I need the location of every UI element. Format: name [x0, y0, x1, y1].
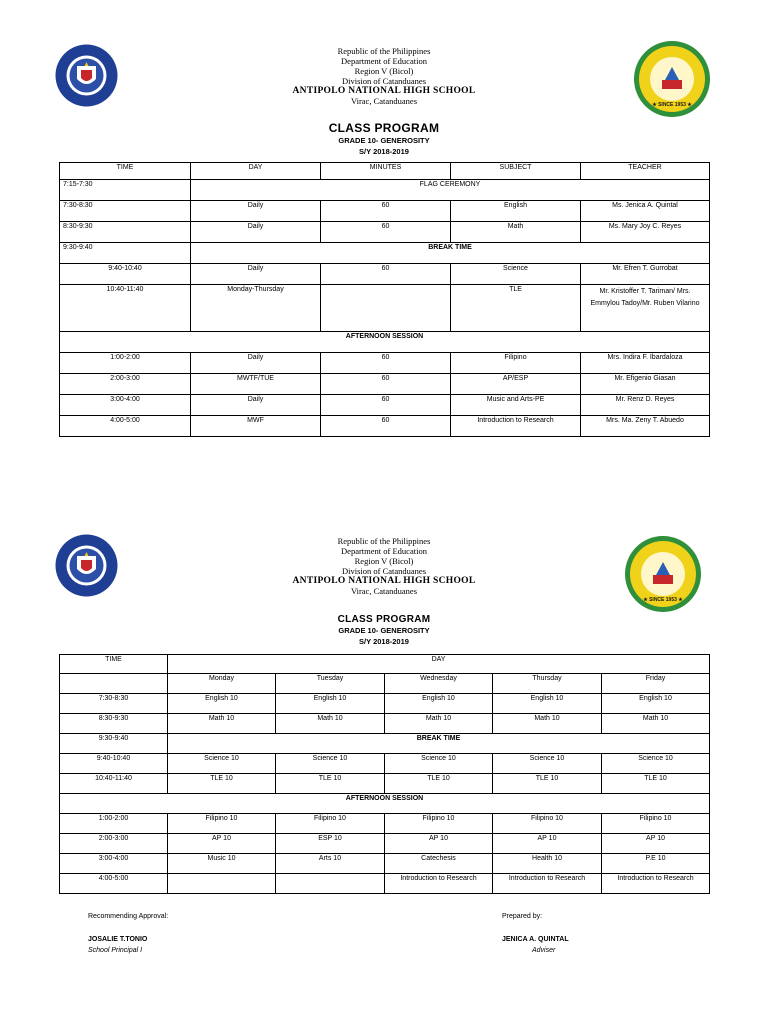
time-cell: 3:00-4:00: [60, 854, 168, 874]
subject-cell: [168, 874, 276, 894]
subject-cell: AP 10: [493, 834, 602, 854]
table-row: [60, 834, 710, 854]
subject-cell: TLE 10: [385, 774, 493, 794]
subject-cell: Introduction to Research: [385, 874, 493, 894]
break-time-cell: BREAK TIME: [191, 243, 710, 264]
subject-cell: ESP 10: [276, 834, 385, 854]
subject-cell: English 10: [385, 694, 493, 714]
subject-cell: Filipino 10: [385, 814, 493, 834]
table-row: [60, 201, 710, 222]
table-row: [60, 264, 710, 285]
table-row: [60, 180, 710, 201]
time-cell: 9:40-10:40: [60, 754, 168, 774]
day-thursday: Thursday: [493, 674, 602, 694]
time-cell: 1:00-2:00: [60, 814, 168, 834]
subject-cell: English 10: [276, 694, 385, 714]
table-row: [60, 416, 710, 437]
subject-cell: Filipino 10: [276, 814, 385, 834]
time-cell: 7:30-8:30: [60, 694, 168, 714]
table-row: [60, 754, 710, 774]
subject-cell: Introduction to Research: [602, 874, 710, 894]
header-line2: Department of Education: [341, 546, 427, 556]
table-row: [60, 874, 710, 894]
afternoon-session-cell: AFTERNOON SESSION: [60, 332, 710, 353]
day-cell: Daily: [191, 201, 321, 222]
day-cell: MWTF/TUE: [191, 374, 321, 395]
subject-cell: AP 10: [385, 834, 493, 854]
subject-cell: P.E 10: [602, 854, 710, 874]
teacher-cell: Mrs. Ma. Zeny T. Abuedo: [581, 416, 710, 437]
time-cell: 10:40-11:40: [60, 285, 191, 332]
subject-cell: Math 10: [602, 714, 710, 734]
header-time: TIME: [60, 163, 191, 180]
time-cell: 8:30-9:30: [60, 714, 168, 734]
subject-cell: Science: [451, 264, 581, 285]
day-friday: Friday: [602, 674, 710, 694]
school-year: S/Y 2018-2019: [359, 147, 409, 156]
subject-cell: AP 10: [602, 834, 710, 854]
subject-cell: Filipino 10: [602, 814, 710, 834]
subject-cell: Math 10: [385, 714, 493, 734]
day-cell: Daily: [191, 222, 321, 243]
table-row: [60, 332, 710, 353]
table-row: [60, 734, 710, 754]
subject-cell: English: [451, 201, 581, 222]
adviser-title: Adviser: [532, 947, 556, 954]
page-title: CLASS PROGRAM: [328, 121, 440, 135]
subject-cell: Music and Arts-PE: [451, 395, 581, 416]
subject-cell: TLE: [451, 285, 581, 332]
subject-cell: [276, 874, 385, 894]
grade-section: GRADE 10- GENEROSITY: [338, 136, 430, 145]
table-row: [60, 374, 710, 395]
empty-cell: [60, 674, 168, 694]
flag-ceremony-cell: FLAG CEREMONY: [191, 180, 710, 201]
day-cell: Daily: [191, 395, 321, 416]
letterhead: [0, 46, 768, 106]
day-monday: Monday: [168, 674, 276, 694]
teacher-cell: Mr. Kristoffer T. Tariman/ Mrs. Emmylou Tadoy/Mr. Ruben Vilarino: [581, 285, 710, 332]
break-time-cell: BREAK TIME: [168, 734, 710, 754]
subject-cell: Science 10: [493, 754, 602, 774]
subject-cell: English 10: [493, 694, 602, 714]
minutes-cell: 60: [321, 264, 451, 285]
header-day: DAY: [191, 163, 321, 180]
teacher-cell: Mr. Renz D. Reyes: [581, 395, 710, 416]
prepared-by-label: Prepared by:: [502, 913, 543, 920]
class-program-table-1: [59, 162, 710, 437]
subject-cell: Health 10: [493, 854, 602, 874]
time-cell: 2:00-3:00: [60, 834, 168, 854]
table-row: [60, 794, 710, 814]
header-minutes: MINUTES: [321, 163, 451, 180]
time-cell: 4:00-5:00: [60, 874, 168, 894]
time-cell: 7:30-8:30: [60, 201, 191, 222]
subject-cell: Music 10: [168, 854, 276, 874]
header-teacher: TEACHER: [581, 163, 710, 180]
subject-cell: Arts 10: [276, 854, 385, 874]
principal-title: School Principal I: [88, 947, 143, 954]
subject-cell: TLE 10: [276, 774, 385, 794]
header-line2: Department of Education: [341, 56, 427, 66]
minutes-cell: 60: [321, 416, 451, 437]
time-cell: 8:30-9:30: [60, 222, 191, 243]
subject-cell: AP/ESP: [451, 374, 581, 395]
time-cell: 9:30-9:40: [60, 243, 191, 264]
school-name: ANTIPOLO NATIONAL HIGH SCHOOL: [292, 576, 476, 586]
class-program-table-2: [59, 654, 710, 894]
afternoon-session-cell: AFTERNOON SESSION: [60, 794, 710, 814]
minutes-cell: [321, 285, 451, 332]
subject-cell: Science 10: [602, 754, 710, 774]
table-row: [60, 395, 710, 416]
teacher-cell: Ms. Jenica A. Quintal: [581, 201, 710, 222]
school-address: Virac, Catanduanes: [350, 586, 418, 596]
subject-cell: AP 10: [168, 834, 276, 854]
header-line1: Republic of the Philippines: [337, 46, 431, 56]
title-block: [0, 614, 768, 647]
table-header-row: [60, 655, 710, 674]
teacher-cell: Ms. Mary Joy C. Reyes: [581, 222, 710, 243]
subject-cell: TLE 10: [168, 774, 276, 794]
recommending-approval-label: Recommending Approval:: [88, 913, 169, 920]
table-row: [60, 222, 710, 243]
adviser-name: JENICA A. QUINTAL: [502, 936, 569, 943]
minutes-cell: 60: [321, 395, 451, 416]
table-row: [60, 774, 710, 794]
school-name: ANTIPOLO NATIONAL HIGH SCHOOL: [292, 86, 476, 96]
table-row: [60, 243, 710, 264]
subject-cell: TLE 10: [602, 774, 710, 794]
subject-cell: Introduction to Research: [493, 874, 602, 894]
time-cell: 1:00-2:00: [60, 353, 191, 374]
subject-cell: Science 10: [385, 754, 493, 774]
subject-cell: Filipino 10: [493, 814, 602, 834]
grade-section: GRADE 10- GENEROSITY: [338, 626, 430, 635]
header-time: TIME: [60, 655, 168, 674]
teacher-cell: Mr. Efren T. Gurrobat: [581, 264, 710, 285]
table-row: [60, 854, 710, 874]
letterhead: [0, 536, 768, 596]
table-row: [60, 814, 710, 834]
subject-cell: Science 10: [276, 754, 385, 774]
principal-name: JOSALIE T.TONIO: [88, 936, 148, 943]
subject-cell: Catechesis: [385, 854, 493, 874]
day-cell: Monday-Thursday: [191, 285, 321, 332]
table-row: [60, 714, 710, 734]
time-cell: 10:40-11:40: [60, 774, 168, 794]
day-cell: Daily: [191, 264, 321, 285]
header-line3: Region V (Bicol): [354, 556, 414, 566]
subject-cell: English 10: [168, 694, 276, 714]
table-row: [60, 353, 710, 374]
svg-text:★ SINCE 1953 ★: ★ SINCE 1953 ★: [643, 597, 683, 603]
teacher-cell: Mr. Efigenio Giasan: [581, 374, 710, 395]
school-year: S/Y 2018-2019: [359, 637, 409, 646]
subject-cell: Math 10: [493, 714, 602, 734]
minutes-cell: 60: [321, 201, 451, 222]
time-cell: 9:30-9:40: [60, 734, 168, 754]
minutes-cell: 60: [321, 353, 451, 374]
time-cell: 3:00-4:00: [60, 395, 191, 416]
time-cell: 2:00-3:00: [60, 374, 191, 395]
subject-cell: Math 10: [276, 714, 385, 734]
table-row: [60, 285, 710, 332]
table-header-row: [60, 163, 710, 180]
subject-cell: Introduction to Research: [451, 416, 581, 437]
header-day: DAY: [168, 655, 710, 674]
header-line4: Division of Catanduanes: [341, 76, 427, 86]
header-line1: Republic of the Philippines: [337, 536, 431, 546]
time-cell: 7:15-7:30: [60, 180, 191, 201]
subject-cell: Science 10: [168, 754, 276, 774]
subject-cell: Math 10: [168, 714, 276, 734]
time-cell: 4:00-5:00: [60, 416, 191, 437]
day-cell: MWF: [191, 416, 321, 437]
subject-cell: TLE 10: [493, 774, 602, 794]
day-cell: Daily: [191, 353, 321, 374]
day-tuesday: Tuesday: [276, 674, 385, 694]
school-address: Virac, Catanduanes: [350, 96, 418, 106]
teacher-cell: Mrs. Indira F. Ibardaloza: [581, 353, 710, 374]
subject-cell: English 10: [602, 694, 710, 714]
time-cell: 9:40-10:40: [60, 264, 191, 285]
page-title: CLASS PROGRAM: [337, 614, 431, 625]
minutes-cell: 60: [321, 374, 451, 395]
title-block: [0, 121, 768, 157]
header-subject: SUBJECT: [451, 163, 581, 180]
header-line3: Region V (Bicol): [354, 66, 414, 76]
subject-cell: Filipino 10: [168, 814, 276, 834]
minutes-cell: 60: [321, 222, 451, 243]
subject-cell: Filipino: [451, 353, 581, 374]
svg-text:★ SINCE 1953 ★: ★ SINCE 1953 ★: [652, 102, 692, 108]
day-names-row: [60, 674, 710, 694]
day-wednesday: Wednesday: [385, 674, 493, 694]
subject-cell: Math: [451, 222, 581, 243]
header-line4: Division of Catanduanes: [341, 566, 427, 576]
table-row: [60, 694, 710, 714]
